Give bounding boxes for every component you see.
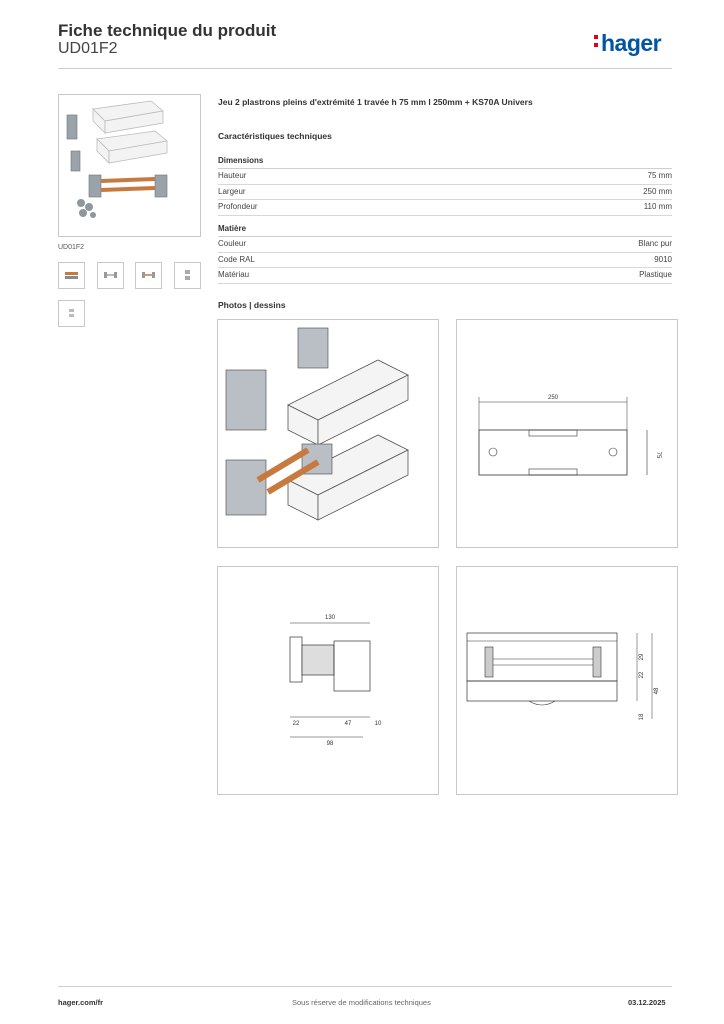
- spec-group-material: [218, 222, 672, 284]
- thumbnail-drawing-icon: [98, 263, 123, 288]
- footer-notice: Sous réserve de modifications techniques: [292, 998, 431, 1007]
- footer-divider: [58, 986, 672, 987]
- spec-value: 110 mm: [643, 202, 672, 211]
- thumbnail-5[interactable]: [58, 300, 85, 327]
- dim-c-label: 48: [654, 687, 660, 695]
- spec-group-title: Matière: [218, 222, 672, 237]
- spec-label: Profondeur: [218, 202, 258, 211]
- spec-value: 250 mm: [643, 186, 672, 196]
- image-caption: UD01F2: [58, 244, 85, 251]
- spec-value: Blanc pur: [638, 239, 672, 248]
- spec-label: Largeur: [218, 186, 246, 196]
- dim-top-label: 130: [324, 615, 336, 621]
- thumbnail-3[interactable]: [135, 262, 162, 289]
- spec-label: Hauteur: [218, 171, 247, 180]
- spec-label: Code RAL: [218, 254, 255, 264]
- product-reference: UD01F2: [58, 40, 118, 57]
- header-divider: [58, 68, 672, 69]
- spec-value: 75 mm: [647, 171, 672, 180]
- spec-value: Plastique: [639, 270, 672, 279]
- dim-bottom-label: 98: [326, 741, 334, 747]
- front-view-drawing: [457, 320, 677, 547]
- dim-b-label: 47: [344, 721, 352, 727]
- product-name: Jeu 2 plastrons pleins d'extrémité 1 travée h 75 mm l 250mm + KS70A Univers: [218, 97, 533, 107]
- dim-height-label: 75: [655, 451, 661, 459]
- logo-colon-icon: [594, 35, 599, 51]
- page-title: Fiche technique du produit: [58, 21, 277, 40]
- product-photo: [59, 95, 200, 236]
- thumbnail-drawing-icon: [175, 263, 200, 288]
- thumbnail-drawing-icon: [136, 263, 161, 288]
- thumbnail-1[interactable]: [58, 262, 85, 289]
- dim-a-label: 22: [292, 721, 300, 727]
- thumbnail-2[interactable]: [97, 262, 124, 289]
- footer-date: 03.12.2025: [628, 998, 666, 1007]
- spec-label: Matériau: [218, 270, 250, 279]
- spec-group-title: Dimensions: [218, 154, 672, 169]
- dim-width-label: 250: [547, 395, 559, 401]
- photos-heading: Photos | dessins: [218, 300, 286, 310]
- thumbnail-4[interactable]: [174, 262, 201, 289]
- specs-heading: Caractéristiques techniques: [218, 131, 332, 141]
- logo-text: hager: [601, 30, 662, 56]
- spec-row: [218, 237, 672, 253]
- side-view-drawing: [218, 567, 438, 794]
- isometric-drawing: [218, 320, 438, 547]
- hager-logo: [594, 30, 661, 57]
- spec-row: [218, 253, 672, 269]
- main-product-image[interactable]: [58, 94, 201, 237]
- spec-row: [218, 268, 672, 284]
- dim-c-label: 10: [374, 721, 382, 727]
- drawing-front-view[interactable]: [456, 319, 678, 548]
- dim-b-label: 22: [639, 671, 645, 679]
- dim-a-label: 29: [639, 653, 645, 661]
- section-view-drawing: [457, 567, 677, 794]
- spec-group-dimensions: [218, 154, 672, 216]
- dim-d-label: 18: [639, 713, 645, 721]
- spec-row: [218, 185, 672, 201]
- spec-row: [218, 169, 672, 185]
- drawing-side-view[interactable]: [217, 566, 439, 795]
- spec-label: Couleur: [218, 239, 247, 248]
- thumbnail-photo-icon: [59, 263, 84, 288]
- spec-value: 9010: [654, 254, 672, 264]
- drawing-section-view[interactable]: [456, 566, 678, 795]
- footer-website[interactable]: hager.com/fr: [58, 998, 104, 1007]
- thumbnail-drawing-icon: [59, 301, 84, 326]
- photo-isometric[interactable]: [217, 319, 439, 548]
- spec-row: [218, 200, 672, 216]
